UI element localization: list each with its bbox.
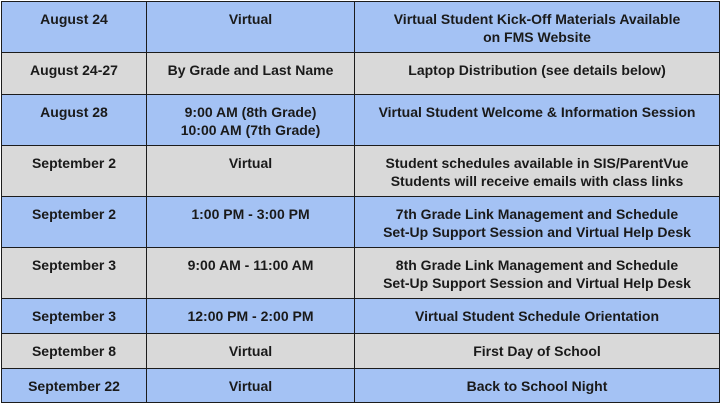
time-cell bbox=[147, 334, 355, 369]
date-cell: September 8 bbox=[2, 334, 147, 369]
event-line: Set-Up Support Session and Virtual Help Desk bbox=[383, 275, 691, 291]
event-cell bbox=[355, 53, 720, 95]
table-row bbox=[2, 197, 720, 248]
event-line: Laptop Distribution (see details below) bbox=[408, 62, 666, 78]
date-cell: August 28 bbox=[2, 95, 147, 146]
table-row bbox=[2, 334, 720, 369]
time-cell bbox=[147, 299, 355, 334]
time-cell bbox=[147, 2, 355, 53]
time-line: Virtual bbox=[228, 343, 273, 359]
event-line: Back to School Night bbox=[466, 378, 608, 394]
date-cell: September 2 bbox=[2, 197, 147, 248]
event-cell bbox=[355, 197, 720, 248]
event-line: 8th Grade Link Management and Schedule bbox=[395, 257, 679, 273]
time-cell bbox=[147, 53, 355, 95]
time-line: 12:00 PM - 2:00 PM bbox=[187, 308, 314, 324]
event-line: 7th Grade Link Management and Schedule bbox=[395, 206, 679, 222]
event-cell bbox=[355, 334, 720, 369]
time-cell bbox=[147, 146, 355, 197]
time-line: Virtual bbox=[228, 155, 273, 171]
time-line: 9:00 AM - 11:00 AM bbox=[187, 257, 314, 273]
table-row bbox=[2, 53, 720, 95]
date-cell: September 3 bbox=[2, 248, 147, 299]
table-row bbox=[2, 146, 720, 197]
date-cell: September 3 bbox=[2, 299, 147, 334]
event-cell bbox=[355, 2, 720, 53]
time-cell bbox=[147, 369, 355, 403]
event-cell bbox=[355, 369, 720, 403]
table-row bbox=[2, 248, 720, 299]
event-line: Set-Up Support Session and Virtual Help Desk bbox=[383, 224, 691, 240]
time-line: By Grade and Last Name bbox=[167, 62, 334, 78]
date-cell: August 24 bbox=[2, 2, 147, 53]
event-line: Student schedules available in SIS/ParentVue bbox=[385, 155, 689, 171]
table-row bbox=[2, 95, 720, 146]
date-cell: September 2 bbox=[2, 146, 147, 197]
time-line: Virtual bbox=[228, 11, 273, 27]
event-cell bbox=[355, 95, 720, 146]
time-line: Virtual bbox=[228, 378, 273, 394]
event-cell bbox=[355, 299, 720, 334]
date-cell: September 22 bbox=[2, 369, 147, 403]
time-line: 10:00 AM (7th Grade) bbox=[180, 122, 321, 138]
date-cell: August 24-27 bbox=[2, 53, 147, 95]
time-cell bbox=[147, 248, 355, 299]
event-line: Virtual Student Schedule Orientation bbox=[415, 308, 659, 324]
event-line: First Day of School bbox=[473, 343, 601, 359]
event-cell bbox=[355, 248, 720, 299]
schedule-table bbox=[1, 1, 720, 403]
time-line: 1:00 PM - 3:00 PM bbox=[191, 206, 310, 222]
table-row bbox=[2, 369, 720, 403]
time-line: 9:00 AM (8th Grade) bbox=[184, 104, 317, 120]
event-cell bbox=[355, 146, 720, 197]
table-row bbox=[2, 2, 720, 53]
event-line: on FMS Website bbox=[483, 29, 591, 45]
event-line: Students will receive emails with class links bbox=[390, 173, 684, 189]
table-row bbox=[2, 299, 720, 334]
time-cell bbox=[147, 197, 355, 248]
event-line: Virtual Student Welcome & Information Session bbox=[378, 104, 696, 120]
event-line: Virtual Student Kick-Off Materials Available bbox=[393, 11, 681, 27]
time-cell bbox=[147, 95, 355, 146]
